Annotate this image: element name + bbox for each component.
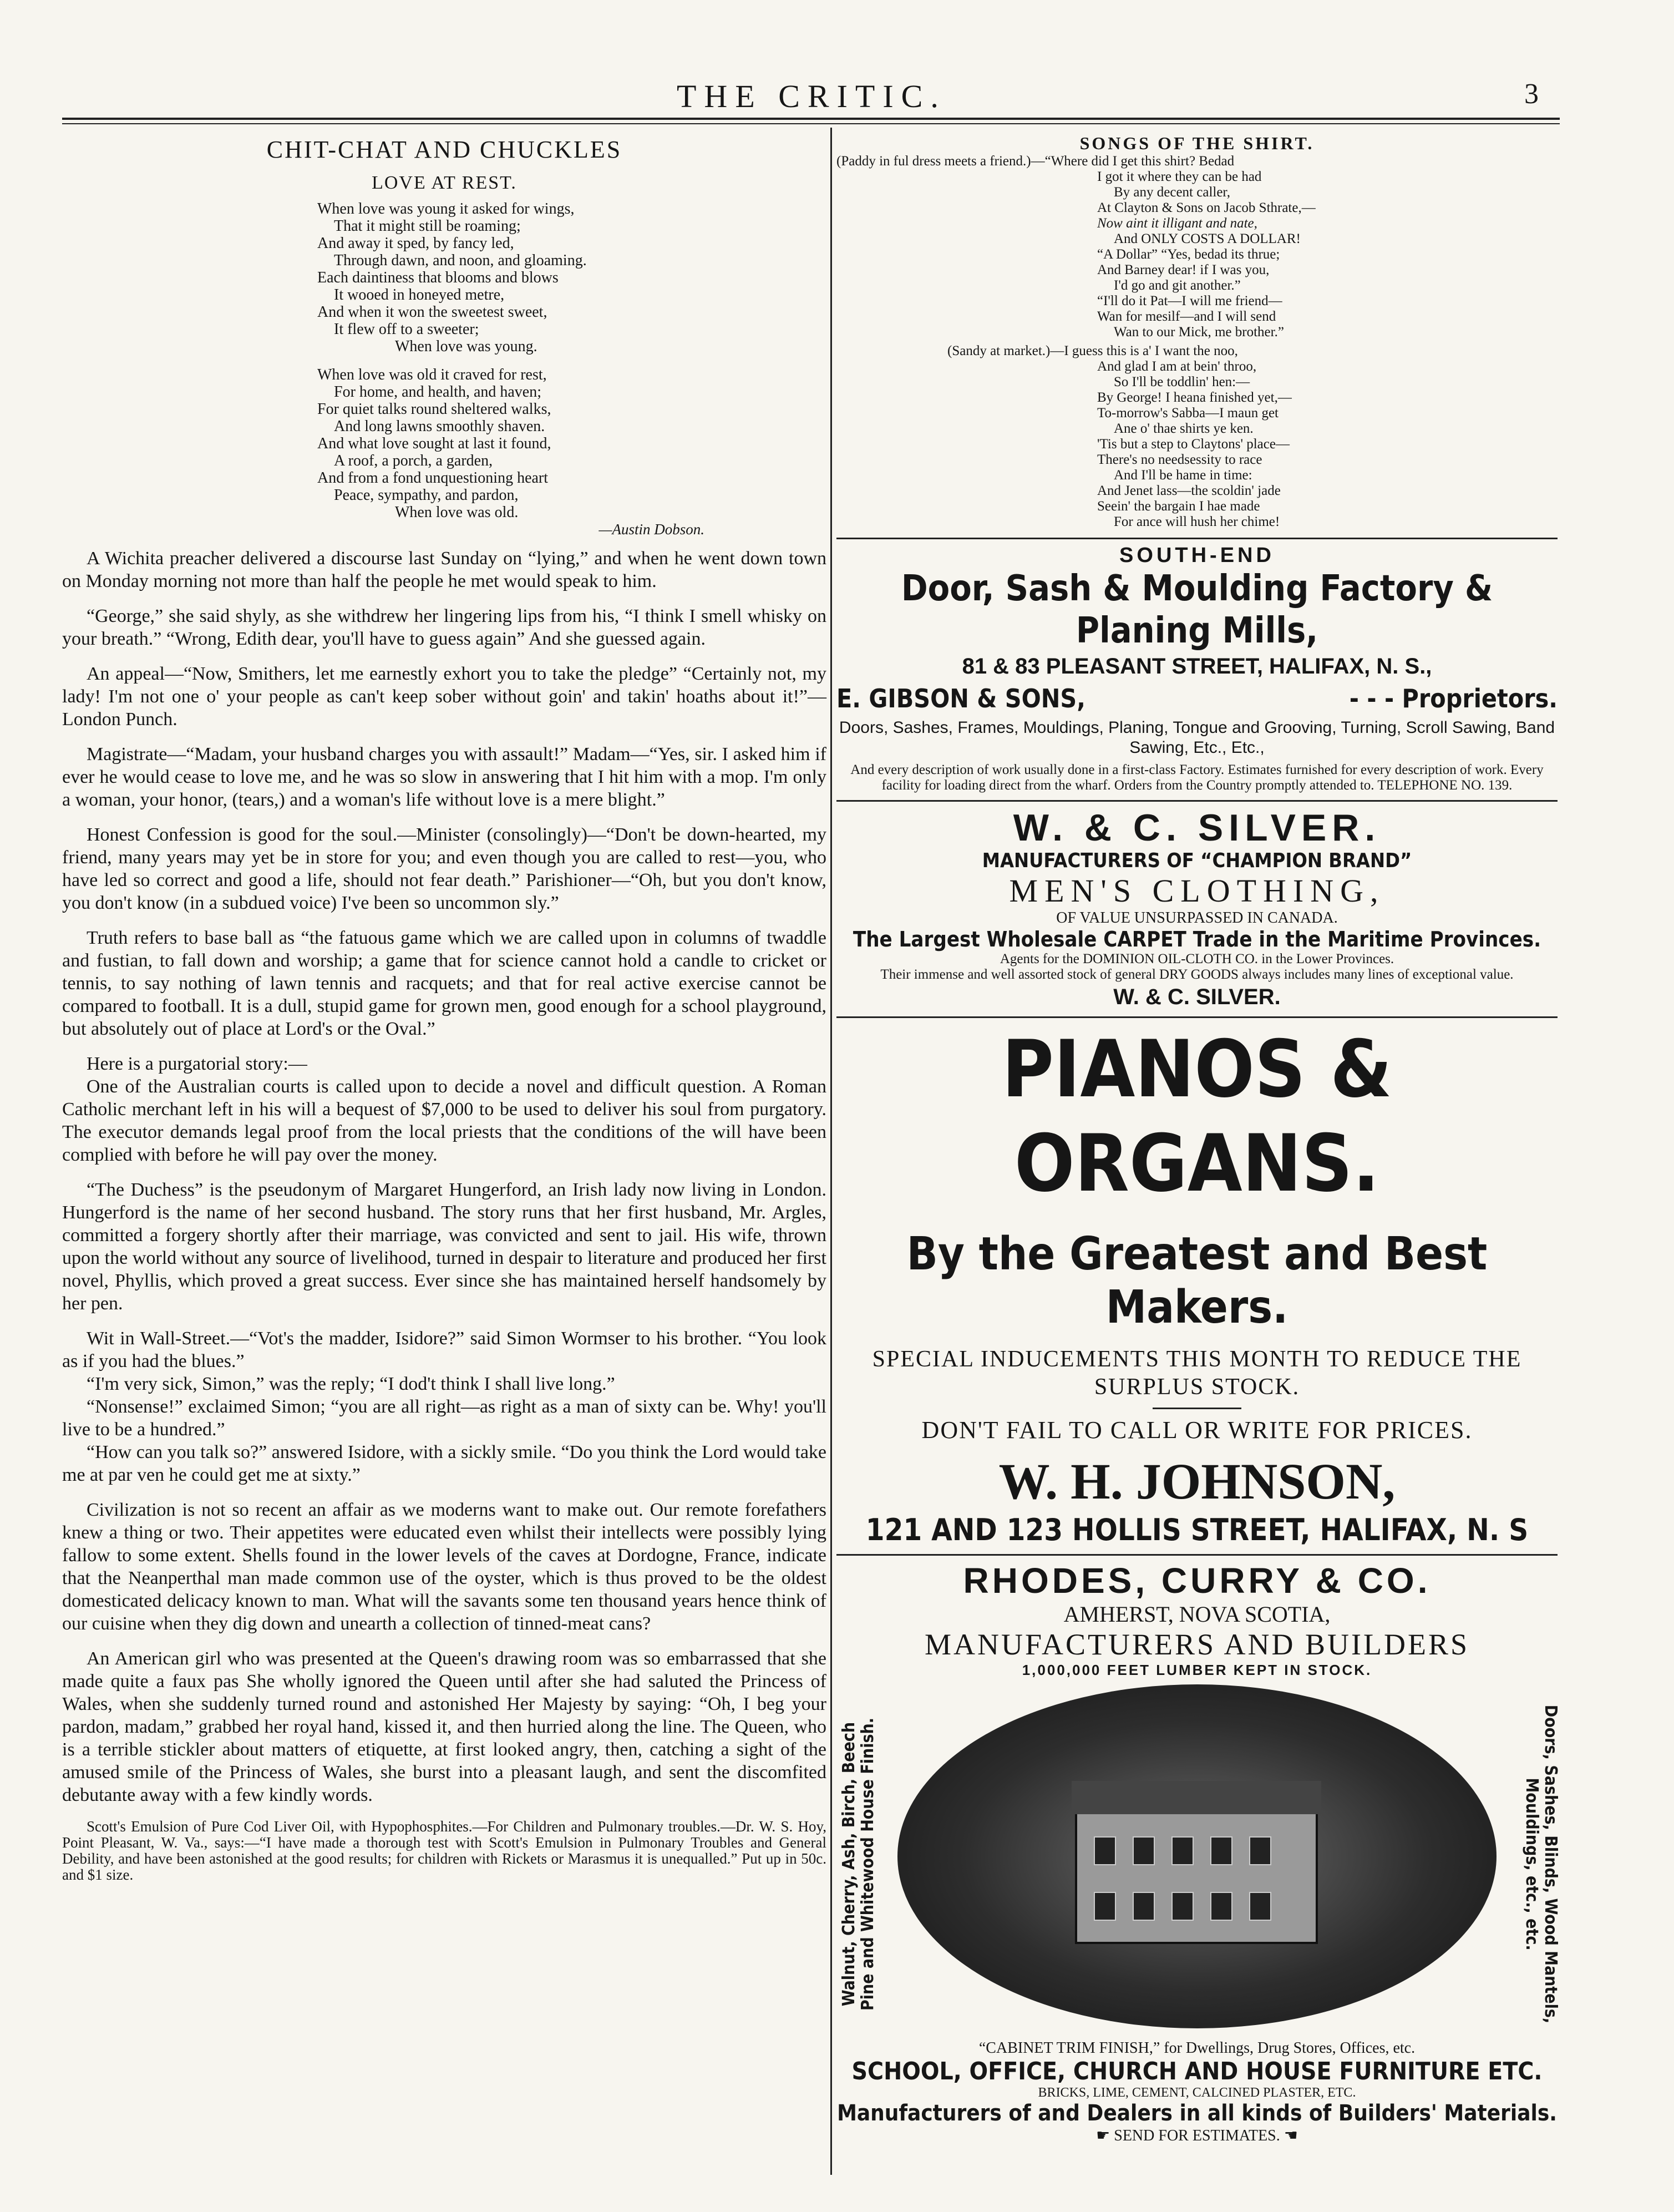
- ad-rhodes-cabinet: “CABINET TRIM FINISH,” for Dwellings, Drug Stores, Offices, etc.: [978, 2039, 1416, 2057]
- ad-silver-line2: MEN'S CLOTHING,: [1009, 873, 1385, 909]
- factory-roof: [1072, 1781, 1321, 1814]
- factory-illustration: [897, 1684, 1497, 2028]
- song-line: Seein' the bargain I hae made: [1097, 499, 1260, 514]
- song-line: 'Tis but a step to Claytons' place—: [1097, 437, 1290, 452]
- left-column: [62, 133, 826, 1895]
- article-paragraph: “The Duchess” is the pseudonym of Margaret Hungerford, an Irish lady now living in London. Hungerford is the name of her second husband. The story runs that her first husband, Mr. Argles, committed a forgery shortly after their marriage, was convicted and sent to jail. His wife, thrown upon the world without any source of livelihood, turned in despair to literature and produced her first novel, Phyllis, which proved a great success. Ever since she has maintained herself handsomely by her pen.: [62, 1180, 826, 1314]
- advertisement-notice: Scott's Emulsion of Pure Cod Liver Oil, with Hypophosphites.—For Children and Pulmonary troubles.—Dr. W. S. Hoy, Point Pleasant, W. Va., says:—“I have made a thorough test with Scott's Emulsion in Pulmonary Troubles and General Debility, and have been astonished at the good results; for children with Rickets or Marasmus it is unequalled.” Put up in 50c. and $1 size.: [62, 1818, 826, 1883]
- article-paragraph: Here is a purgatorial story:—: [87, 1054, 307, 1074]
- article-paragraph: Civilization is not so recent an affair as we moderns want to make out. Our remote forefathers knew a thing or two. Their appetites were educated even whilst their intellects were possibly lying fallow to some extent. Shells found in the lower levels of the caves at Dordogne, France, indicate that the Neanperthal man made common use of the oyster, which is thus proved to be the oldest domesticated delicacy known to man. What will the savants some ten thousand years hence think of our cuisine when they dig down and unearth a collection of tinned-meat cans?: [62, 1500, 826, 1634]
- ad-rhodes-estimates: ☛ SEND FOR ESTIMATES. ☚: [1096, 2127, 1298, 2144]
- window: [1249, 1836, 1271, 1865]
- poem-line: When love was young.: [395, 338, 537, 355]
- page-number: 3: [1524, 78, 1539, 110]
- ad-southend-note: And every description of work usually done in a first-class Factory. Estimates furnished for every description of work. Every facility for loading direct from the wharf. Orders from the Country promptly attended to. TELEPHONE NO. 139.: [850, 762, 1544, 793]
- ad-rhodes-furniture: SCHOOL, OFFICE, CHURCH AND HOUSE FURNITURE ETC.: [851, 2057, 1543, 2086]
- poem-line: When love was young it asked for wings,: [317, 200, 575, 217]
- poem-line: For quiet talks round sheltered walks,: [317, 401, 551, 418]
- song-line: (Sandy at market.)—I guess this is a' I want the noo,: [947, 343, 1238, 358]
- poem-line: That it might still be roaming;: [334, 217, 521, 235]
- poem-line: Each daintiness that blooms and blows: [317, 269, 559, 286]
- window: [1171, 1836, 1194, 1865]
- ad-silver-line5: Agents for the DOMINION OIL-CLOTH CO. in the Lower Provinces.: [1000, 951, 1394, 966]
- ad-pianos-address: 121 AND 123 HOLLIS STREET, HALIFAX, N. S: [865, 1512, 1529, 1547]
- poem-line: And from a fond unquestioning heart: [317, 469, 549, 487]
- ad-pianos-sub: By the Greatest and Best Makers.: [906, 1228, 1488, 1334]
- song-line: I got it where they can be had: [1097, 169, 1262, 184]
- ad-southend-proprietors: - - - Proprietors.: [1349, 684, 1558, 713]
- song-line: There's no needsessity to race: [1097, 452, 1262, 467]
- song-line: “A Dollar” “Yes, bedad its thrue;: [1097, 247, 1280, 262]
- article-paragraph: “How can you talk so?” answered Isidore, with a sickly smile. “Do you think the Lord would take me at par ven he could get me at sixty.”: [62, 1442, 826, 1485]
- ad-southend-firm: E. GIBSON & SONS,: [836, 684, 1085, 713]
- song-line: To-morrow's Sabba—I maun get: [1097, 406, 1279, 421]
- section-title: CHIT-CHAT AND CHUCKLES: [266, 136, 622, 163]
- ad-silver-line1: MANUFACTURERS OF “CHAMPION BRAND”: [982, 849, 1412, 872]
- article-paragraph: Truth refers to base ball as “the fatuous game which we are called upon in columns of twaddle and fustian, to fall down and worship; a game that for science cannot hold a candle to cricket or tennis, to say nothing of lawn tennis and racquets; and that for real active exercise cannot be compared to football. It is a dull, stupid game for grown men, good enough for a school playground, but absolutely out of place at Lord's or the Oval.”: [62, 928, 826, 1039]
- song-line: And I'll be hame in time:: [1114, 468, 1252, 483]
- ad-divider: [836, 800, 1558, 802]
- column-divider: [830, 128, 832, 2175]
- ad-southend-headline: Door, Sash & Moulding Factory & Planing Mills,: [901, 568, 1493, 651]
- poem-stanza-1: [317, 200, 826, 355]
- song-lines: [836, 154, 1558, 530]
- ad-pianos-name: W. H. JOHNSON,: [998, 1453, 1396, 1510]
- song-line: And glad I am at bein' throo,: [1097, 359, 1257, 374]
- article-paragraph: “George,” she said shyly, as she withdrew her lingering lips from his, “I think I smell whisky on your breath.” “Wrong, Edith dear, you'll have to guess again” And she guessed again.: [62, 606, 826, 649]
- ad-rhodes-left-side: Walnut, Cherry, Ash, Birch, Beech Pine and Whitewood House Finish.: [839, 1717, 877, 2011]
- right-column: [836, 133, 1558, 2145]
- ad-rhodes-place: AMHERST, NOVA SCOTIA,: [1063, 1602, 1331, 1627]
- window: [1249, 1892, 1271, 1921]
- ad-pianos: [836, 1023, 1558, 1548]
- poem-line: And away it sped, by fancy led,: [317, 235, 514, 252]
- ad-rhodes-name: RHODES, CURRY & CO.: [963, 1561, 1431, 1601]
- ad-silver-name: W. & C. SILVER.: [1013, 807, 1381, 849]
- song-line: Wan for mesilf—and I will send: [1097, 309, 1276, 324]
- poem-line: When love was old it craved for rest,: [317, 366, 547, 383]
- article-paragraph: One of the Australian courts is called upon to decide a novel and difficult question. A Roman Catholic merchant left in his will a bequest of $7,000 to be used to deliver his soul from purgatory. The executor demands legal proof from the local priests that the conditions of the will have been complied with before he will pay over the money.: [62, 1076, 826, 1165]
- article-paragraph: “I'm very sick, Simon,” was the reply; “I dod't think I shall live long.”: [87, 1374, 615, 1394]
- poem-title: LOVE AT REST.: [372, 173, 517, 193]
- window: [1094, 1892, 1116, 1921]
- ad-rhodes-stock: 1,000,000 FEET LUMBER KEPT IN STOCK.: [1022, 1662, 1372, 1678]
- article-paragraph: An appeal—“Now, Smithers, let me earnestly exhort you to take the pledge” “Certainly not, my lady! I'm not one o' your people as can't keep sober without goin' and takin' hoaths about it!”—London Punch.: [62, 664, 826, 730]
- ad-pianos-call: DON'T FAIL TO CALL OR WRITE FOR PRICES.: [921, 1416, 1473, 1444]
- ad-silver-line6: Their immense and well assorted stock of general DRY GOODS always includes many lines of exceptional value.: [880, 967, 1514, 982]
- window: [1133, 1892, 1155, 1921]
- header-rule-thin: [62, 123, 1560, 124]
- ad-southend-firm-line: [836, 684, 1558, 713]
- page-header: [0, 78, 1553, 114]
- song-line: And ONLY COSTS A DOLLAR!: [1114, 231, 1301, 246]
- song-line: At Clayton & Sons on Jacob Sthrate,—: [1097, 200, 1316, 215]
- article-paragraph: An American girl who was presented at the Queen's drawing room was so embarrassed that she made quite a faux pas She wholly ignored the Queen until after she had saluted the Princess of Wales, when she suddenly turned round and astonished Her Majesty by saying: “Oh, I beg your pardon, madam,” grabbed her royal hand, kissed it, and then hurried along the line. The Queen, who is a terrible stickler about matters of etiquette, at first looked angry, then, catching a sight of the amused smile of the Princess of Wales, she burst into a pleasant laugh, and sent the discomfited debutante away with a few kindly words.: [62, 1648, 826, 1805]
- ad-silver-line3: OF VALUE UNSURPASSED IN CANADA.: [1056, 909, 1338, 927]
- song-line: Ane o' thae shirts ye ken.: [1114, 421, 1254, 436]
- song-line: So I'll be toddlin' hen:—: [1114, 374, 1250, 389]
- ad-rhodes-right-side: Doors, Sashes, Blinds, Wood Mantels, Mouldings, etc., etc.: [1522, 1704, 1560, 2024]
- article-paragraph: Wit in Wall-Street.—“Vot's the madder, Isidore?” said Simon Wormser to his brother. “You look as if you had the blues.”: [62, 1328, 826, 1371]
- poem-line: It wooed in honeyed metre,: [334, 286, 505, 303]
- ad-rhodes: [836, 1560, 1558, 2145]
- song-line: And Barney dear! if I was you,: [1097, 262, 1270, 277]
- window: [1171, 1892, 1194, 1921]
- window: [1210, 1836, 1232, 1865]
- ad-divider: [836, 1016, 1558, 1018]
- factory-building: [1075, 1812, 1318, 1944]
- window: [1133, 1836, 1155, 1865]
- window: [1094, 1836, 1116, 1865]
- ad-silver-line4: The Largest Wholesale CARPET Trade in the Maritime Provinces.: [853, 927, 1541, 951]
- ad-rhodes-dealers: Manufacturers of and Dealers in all kinds of Builders' Materials.: [837, 2100, 1557, 2126]
- poem-author: —Austin Dobson.: [598, 521, 704, 538]
- ad-rhodes-materials: BRICKS, LIME, CEMENT, CALCINED PLASTER, ETC.: [1038, 2086, 1356, 2100]
- song-line: For ance will hush her chime!: [1114, 514, 1280, 529]
- poem-line: When love was old.: [395, 504, 519, 521]
- poem-stanza-2: [317, 366, 826, 521]
- ad-rhodes-role: MANUFACTURERS AND BUILDERS: [924, 1628, 1470, 1661]
- poem-line: For home, and health, and haven;: [334, 383, 542, 401]
- article-paragraph: Magistrate—“Madam, your husband charges you with assault!” Madam—“Yes, sir. I asked him if ever he would cease to love me, and he was so slow in answering that I hit him with a mop. I'm only a woman, your honor, (tears,) and a woman's life without love is a mere blight.”: [62, 744, 826, 810]
- song-line: And Jenet lass—the scoldin' jade: [1097, 483, 1281, 498]
- ad-divider: [836, 1554, 1558, 1556]
- ad-southend: [836, 544, 1558, 793]
- ad-pianos-rule: [1153, 1408, 1241, 1409]
- masthead: THE CRITIC.: [677, 78, 946, 114]
- poem-line: And long lawns smoothly shaven.: [334, 418, 545, 435]
- article-paragraph: A Wichita preacher delivered a discourse last Sunday on “lying,” and when he went down town on Monday morning not more than half the people he met would speak to him.: [62, 548, 826, 591]
- poem-line: It flew off to a sweeter;: [334, 321, 479, 338]
- article-paragraph: Honest Confession is good for the soul.—Minister (consolingly)—“Don't be down-hearted, my friend, many years may yet be in store for you; and even though you are called to rest—you, who have led so correct and good a life, should not fear death.” Parishioner—“Oh, but you don't know, you don't know (in a subdued voice) I've been so uncommon sly.”: [62, 824, 826, 913]
- song-line: Wan to our Mick, me brother.”: [1114, 325, 1284, 340]
- song-line: “I'll do it Pat—I will me friend—: [1097, 293, 1282, 308]
- window: [1210, 1892, 1232, 1921]
- article-paragraph: “Nonsense!” exclaimed Simon; “you are all right—as right as a man of sixty can be. Why! you'll live to be a hundred.”: [62, 1396, 826, 1440]
- header-rule: [62, 118, 1560, 120]
- songs-title: SONGS OF THE SHIRT.: [1079, 133, 1315, 153]
- ad-southend-kicker: SOUTH-END: [1119, 544, 1275, 567]
- song-line: I'd go and git another.”: [1114, 278, 1241, 293]
- poem-line: Through dawn, and noon, and gloaming.: [334, 252, 587, 269]
- ad-silver: [836, 806, 1558, 1010]
- song-line: By George! I heana finished yet,—: [1097, 390, 1292, 405]
- poem-line: A roof, a porch, a garden,: [334, 452, 493, 469]
- ad-rhodes-illustration-area: [836, 1684, 1558, 2039]
- ad-southend-services: Doors, Sashes, Frames, Mouldings, Planing, Tongue and Grooving, Turning, Scroll Sawing, Band Sawing, Etc., Etc.,: [839, 718, 1555, 757]
- ad-divider: [836, 538, 1558, 539]
- song-line: (Paddy in ful dress meets a friend.)—“Where did I get this shirt? Bedad: [836, 154, 1235, 169]
- poem-line: Peace, sympathy, and pardon,: [334, 487, 519, 504]
- poem-line: And what love sought at last it found,: [317, 435, 551, 452]
- song-line: Now aint it illigant and nate,: [1097, 216, 1257, 231]
- ad-pianos-headline: PIANOS & ORGANS.: [1002, 1024, 1392, 1209]
- ad-silver-sign: W. & C. SILVER.: [1113, 985, 1281, 1009]
- ad-southend-address: 81 & 83 PLEASANT STREET, HALIFAX, N. S.,: [962, 654, 1432, 679]
- ad-pianos-special: SPECIAL INDUCEMENTS THIS MONTH TO REDUCE THE SURPLUS STOCK.: [872, 1347, 1522, 1400]
- poem-line: And when it won the sweetest sweet,: [317, 303, 547, 321]
- song-line: By any decent caller,: [1114, 185, 1231, 200]
